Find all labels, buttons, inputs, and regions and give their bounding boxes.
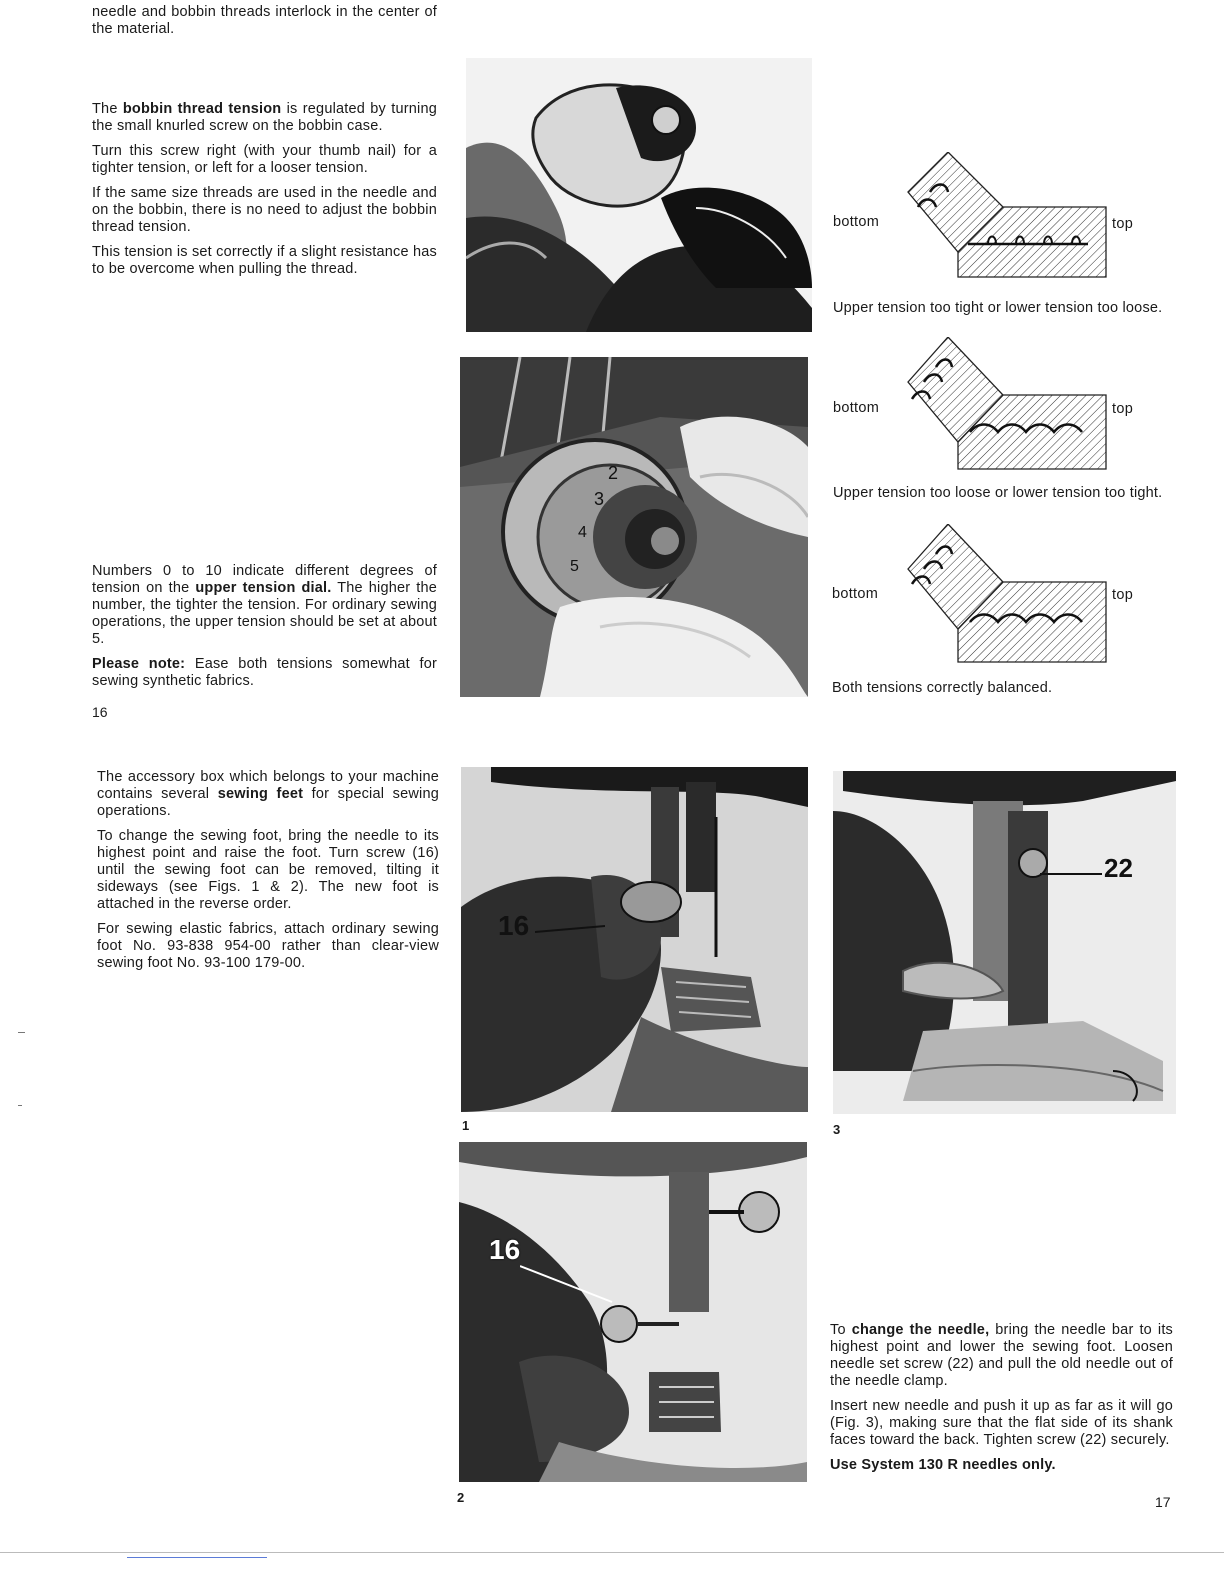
tension-dial-photo [460,357,808,697]
diagram3-top-label: top [1112,587,1134,603]
page17-needle-text-block [830,1322,1173,1482]
diagram3-caption: Both tensions correctly balanced. [832,680,1053,696]
tension-diagram-1 [898,152,1108,280]
turn-screw-paragraph: Turn this screw right (with your thumb nail) for a tighter tension, or left for a looser tension. [92,143,437,176]
page-number-16: 16 [92,704,108,720]
system-needle-note: Use System 130 R needles only. [830,1457,1056,1473]
bobbin-case-photo [466,58,812,332]
figure3-callout-22: 22 [1104,853,1133,883]
figure2-callout-16: 16 [489,1234,521,1265]
dial-number-5: 5 [570,558,579,575]
change-needle-paragraph: To change the needle, bring the needle bar to its highest point and lower the sewing foot. Loosen needle set screw (22) and pull the old needle out of the needle clamp. [830,1322,1174,1389]
dial-number-2: 2 [608,463,619,483]
please-note-paragraph: Please note: Ease both tensions somewhat for sewing synthetic fabrics. [92,656,437,689]
diagram2-caption: Upper tension too loose or lower tension too tight. [833,485,1163,501]
figure3-callout-line [1040,866,1102,882]
dial-number-3: 3 [594,489,605,509]
same-threads-paragraph: If the same size threads are used in the needle and on the bobbin, there is no need to adjust the bobbin thread tension. [92,185,437,235]
dial-number-4: 4 [578,524,587,541]
figure1-label: 1 [462,1118,470,1133]
figure1-callout-line [535,922,605,942]
page-number-17: 17 [1155,1494,1171,1510]
intro-fragment-text: needle and bobbin threads interlock in the center of the material. [92,4,437,37]
change-foot-paragraph: To change the sewing foot, bring the needle to its highest point and raise the foot. Turn screw (16) until the sewing foot can be removed, tilting it sideways (see Figs. 1 & 2). The new foot is attached in the reverse order. [97,828,439,912]
bottom-blue-rule [127,1557,267,1558]
edge-mark-2 [18,1105,22,1106]
elastic-fabrics-paragraph: For sewing elastic fabrics, attach ordinary sewing foot No. 93-838 954-00 rather than clear-view sewing foot No. 93-100 179-00. [97,921,439,971]
diagram1-bottom-label: bottom [833,214,880,230]
figure1-callout-16: 16 [498,910,530,941]
figure3-photo [833,771,1176,1114]
diagram1-top-label: top [1112,216,1134,232]
tension-diagram-3 [898,524,1108,664]
figure2-label: 2 [457,1490,465,1505]
page17-sewing-feet-text-block [97,769,439,980]
tension-diagram-2 [898,337,1108,471]
diagram3-bottom-label: bottom [832,586,879,602]
diagram1-caption: Upper tension too tight or lower tension too loose. [833,300,1163,316]
resistance-paragraph: This tension is set correctly if a slight resistance has to be overcome when pulling the thread. [92,244,437,277]
page16-dial-text-block [92,563,437,698]
bottom-rule [0,1552,1224,1553]
page16-intro-fragment [92,4,437,46]
figure3-label: 3 [833,1122,841,1137]
figure2-photo [459,1142,807,1482]
figure2-callout-line [520,1262,615,1307]
page16-bobbin-text-block [92,101,437,286]
diagram2-bottom-label: bottom [833,400,880,416]
numbers-paragraph: Numbers 0 to 10 indicate different degrees of tension on the upper tension dial. The higher the number, the tighter the tension. For ordinary sewing operations, the upper tension should be set at about 5. [92,563,437,647]
bobbin-tension-paragraph: The bobbin thread tension is regulated by turning the small knurled screw on the bobbin case. [92,101,437,134]
diagram2-top-label: top [1112,401,1134,417]
insert-needle-paragraph: Insert new needle and push it up as far as it will go (Fig. 3), making sure that the flat side of its shank faces toward the back. Tighten screw (22) securely. [830,1398,1173,1448]
edge-mark-1 [18,1032,25,1033]
accessory-paragraph: The accessory box which belongs to your machine contains several sewing feet for special sewing operations. [97,769,439,819]
